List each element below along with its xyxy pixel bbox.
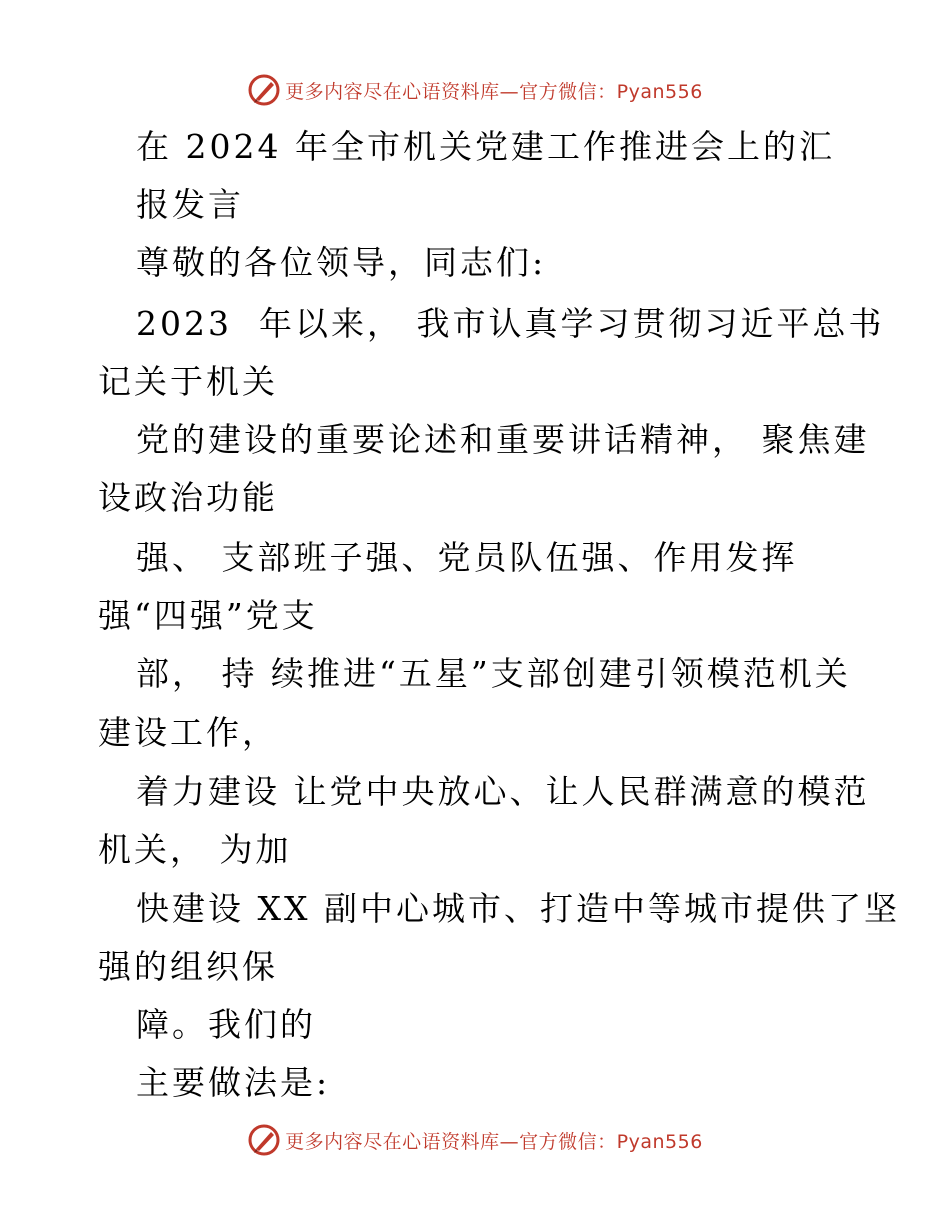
paragraph-line: 部， 持 续推进“五星”支部创建引领模范机关 [136, 654, 851, 693]
paragraph-line: 强的组织保 [98, 947, 278, 986]
watermark-banner-bottom [0, 1120, 950, 1160]
paragraph-line: 障。我们的 [136, 1005, 316, 1044]
watermark-text: 更多内容尽在心语资料库—官方微信：Pyan556 [285, 80, 703, 103]
paragraph-line: 主要做法是: [136, 1063, 331, 1102]
paragraph-line: 强、 支部班子强、党员队伍强、作用发挥 [136, 538, 798, 577]
salutation: 尊敬的各位领导，同志们: [136, 243, 547, 282]
watermark-banner-top [0, 70, 950, 110]
paragraph-line: 快建设 XX 副中心城市、打造中等城市提供了坚 [136, 889, 900, 928]
paragraph-line: 2023 年以来， 我市认真学习贯彻习近平总书 [136, 304, 885, 343]
title-line-2: 报发言 [136, 185, 244, 224]
paragraph-line: 建设工作， [98, 713, 278, 752]
quill-pen-logo-icon [247, 1123, 281, 1157]
paragraph-line: 着力建设 让党中央放心、让人民群满意的模范 [136, 772, 870, 811]
paragraph-line: 党的建设的重要论述和重要讲话精神， 聚焦建 [136, 420, 870, 459]
title-line-1: 在 2024 年全市机关党建工作推进会上的汇 [136, 127, 835, 166]
paragraph-line: 强“四强”党支 [98, 596, 318, 635]
paragraph-line: 记关于机关 [98, 362, 278, 401]
quill-pen-logo-icon [247, 73, 281, 107]
paragraph-line: 机关， 为加 [98, 830, 292, 869]
watermark-text: 更多内容尽在心语资料库—官方微信：Pyan556 [285, 1130, 703, 1153]
paragraph-line: 设政治功能 [98, 478, 278, 517]
